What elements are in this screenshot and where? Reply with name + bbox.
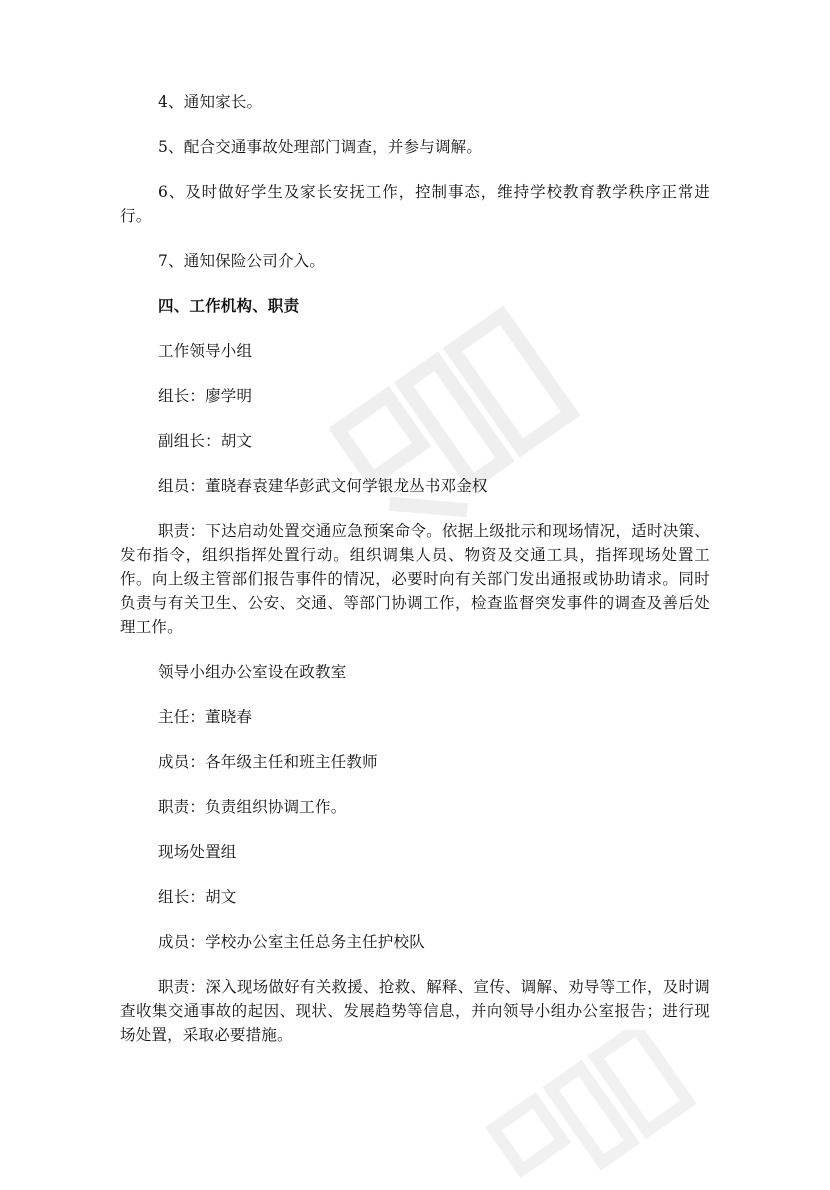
- paragraph: 主任：董晓春: [158, 708, 253, 726]
- paragraph: 成员：各年级主任和班主任教师: [158, 753, 378, 771]
- paragraph: 工作领导小组: [158, 342, 253, 360]
- paragraph: 职责：负责组织协调工作。: [158, 798, 347, 816]
- paragraph: 4、通知家长。: [158, 93, 263, 111]
- paragraph: 组长：廖学明: [158, 387, 253, 405]
- paragraph: 职责：下达启动处置交通应急预案命令。依据上级批示和现场情况，适时决策、发布指令，组织指挥处置行动。组织调集人员、物资及交通工具，指挥现场处置工作。向上级主管部们报告事件的情况，必要时向有关部门发出通报或协助请求。同时负责与有关卫生、公安、交通、等部门协调工作，检查监督突发事件的调查及善后处理工作。: [120, 522, 710, 636]
- section-heading: 四、工作机构、职责: [158, 296, 300, 315]
- paragraph: 副组长：胡文: [158, 432, 253, 450]
- paragraph: 职责：深入现场做好有关救援、抢救、解释、宣传、调解、劝导等工作，及时调查收集交通事故的起因、现状、发展趋势等信息，并向领导小组办公室报告；进行现场处置，采取必要措施。: [120, 978, 710, 1044]
- paragraph: 成员：学校办公室主任总务主任护校队: [158, 933, 425, 951]
- paragraph: 6、及时做好学生及家长安抚工作，控制事态，维持学校教育教学秩序正常进行。: [120, 183, 710, 225]
- paragraph: 组长：胡文: [158, 888, 237, 906]
- paragraph: 组员：董晓春袁建华彭武文何学银龙丛书邓金权: [158, 477, 488, 495]
- paragraph: 现场处置组: [158, 843, 237, 861]
- paragraph: 领导小组办公室设在政教室: [158, 663, 347, 681]
- document-body: [120, 90, 710, 1068]
- paragraph: 7、通知保险公司介入。: [158, 252, 326, 270]
- paragraph: 5、配合交通事故处理部门调查，并参与调解。: [158, 138, 483, 156]
